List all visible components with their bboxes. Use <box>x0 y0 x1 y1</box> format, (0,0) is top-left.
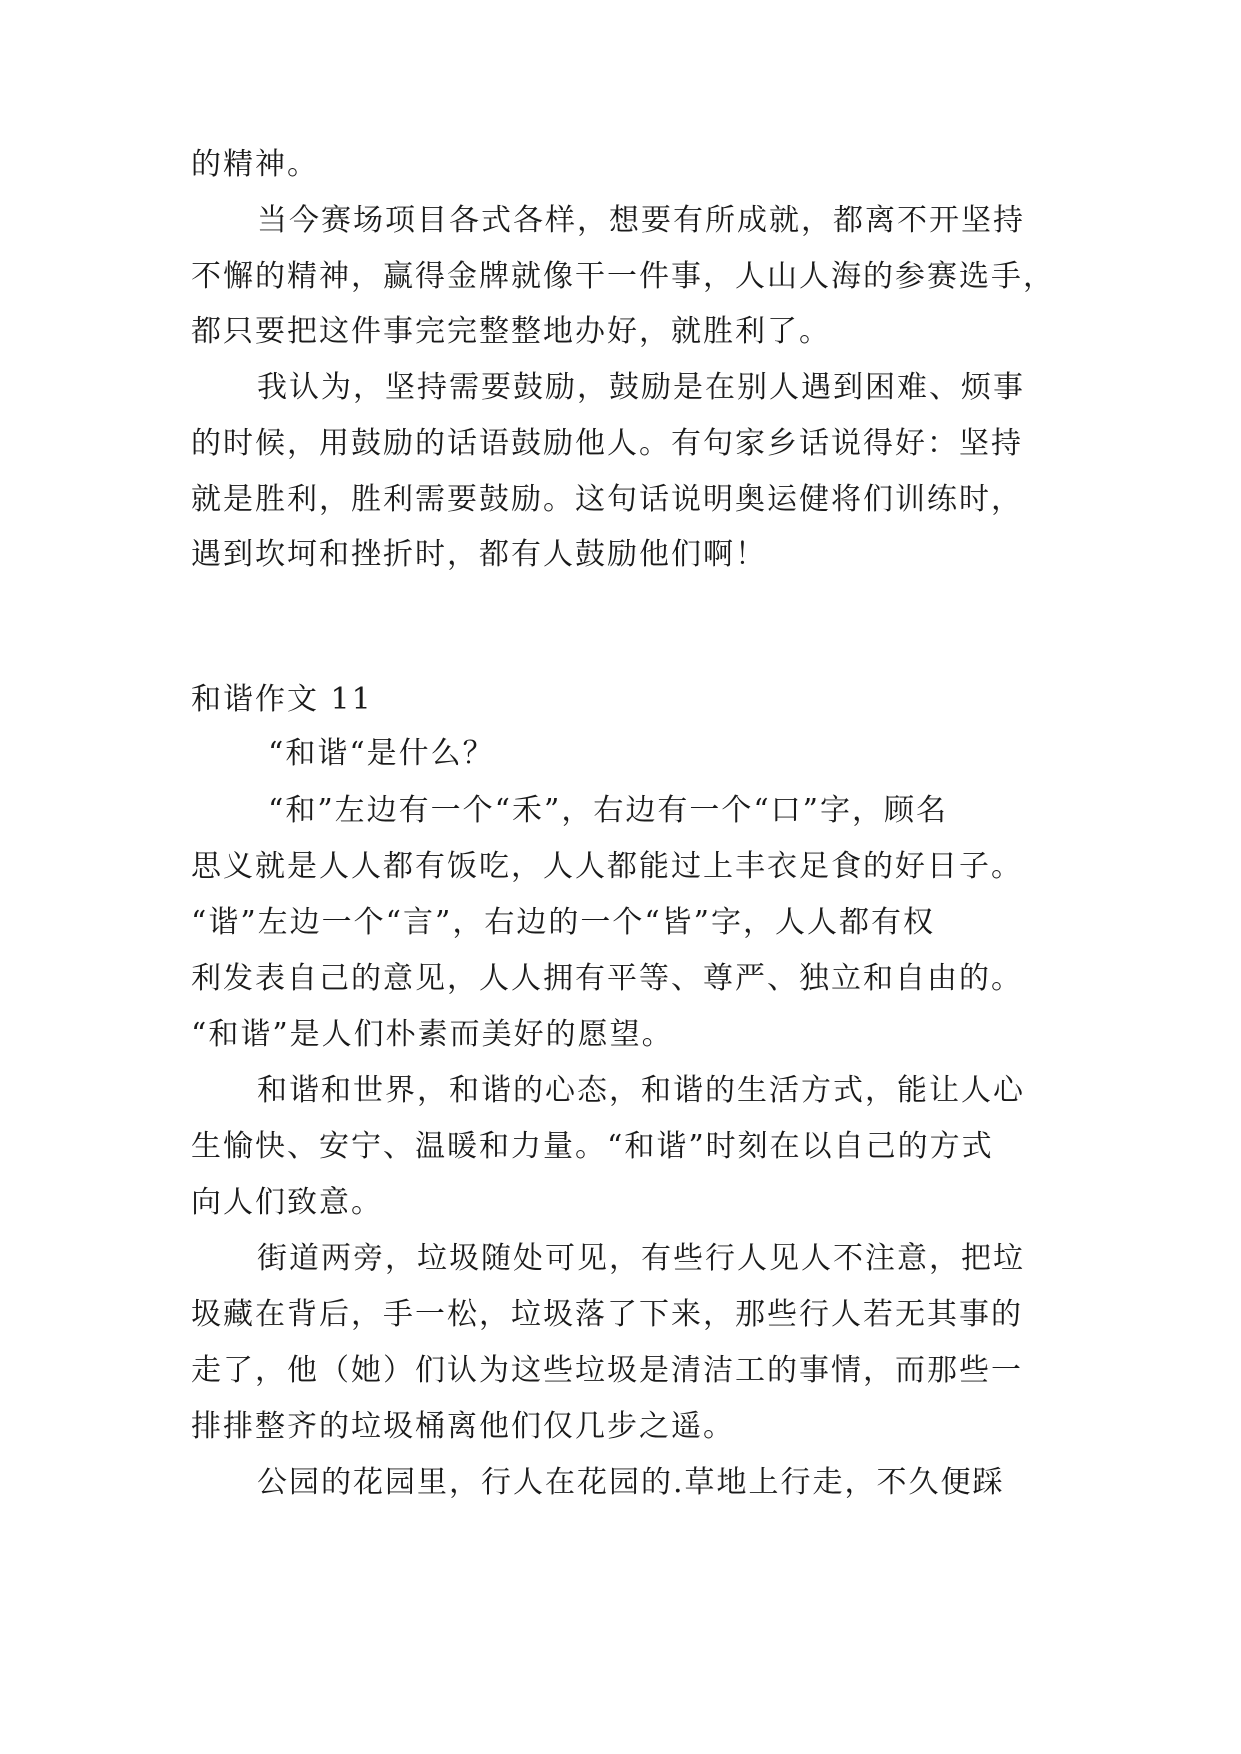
text-line: 不懈的精神，赢得金牌就像干一件事，人山人海的参赛选手， <box>191 259 1055 294</box>
text-line: 的时候，用鼓励的话语鼓励他人。有句家乡话说得好：坚持 <box>191 426 1023 461</box>
text-line: 向人们致意。 <box>191 1185 383 1220</box>
text-line: 就是胜利，胜利需要鼓励。这句话说明奥运健将们训练时， <box>191 482 1023 517</box>
text-line: 的精神。 <box>191 147 319 182</box>
paragraph-start: “和谐“是什么？ <box>268 736 495 771</box>
paragraph-start: 和谐和世界，和谐的心态，和谐的生活方式，能让人心 <box>257 1073 1025 1108</box>
text-line: 排排整齐的垃圾桶离他们仅几步之遥。 <box>191 1409 735 1444</box>
text-line: “谐”左边一个“言”，右边的一个“皆”字，人人都有权 <box>191 905 936 940</box>
paragraph-start: 当今赛场项目各式各样，想要有所成就，都离不开坚持 <box>257 203 1025 238</box>
paragraph-start: 我认为，坚持需要鼓励，鼓励是在别人遇到困难、烦事 <box>257 370 1025 405</box>
text-line: 走了，他（她）们认为这些垃圾是清洁工的事情，而那些一 <box>191 1353 1023 1388</box>
paragraph-start: 街道两旁，垃圾随处可见，有些行人见人不注意，把垃 <box>257 1241 1025 1276</box>
text-line: 思义就是人人都有饭吃，人人都能过上丰衣足食的好日子。 <box>191 849 1023 884</box>
text-line: 都只要把这件事完完整整地办好，就胜利了。 <box>191 314 831 349</box>
paragraph-start: “和”左边有一个“禾”，右边有一个“口”字，顾名 <box>268 793 949 828</box>
text-line: 圾藏在背后，手一松，垃圾落了下来，那些行人若无其事的 <box>191 1297 1023 1332</box>
text-line: “和谐”是人们朴素而美好的愿望。 <box>191 1017 674 1052</box>
text-line: 遇到坎坷和挫折时，都有人鼓励他们啊！ <box>191 537 767 572</box>
text-line: 生愉快、安宁、温暖和力量。“和谐”时刻在以自己的方式 <box>191 1129 994 1164</box>
paragraph-start: 公园的花园里，行人在花园的.草地上行走，不久便踩 <box>257 1465 1005 1500</box>
section-heading: 和谐作文 11 <box>191 682 373 717</box>
text-line: 利发表自己的意见，人人拥有平等、尊严、独立和自由的。 <box>191 961 1023 996</box>
